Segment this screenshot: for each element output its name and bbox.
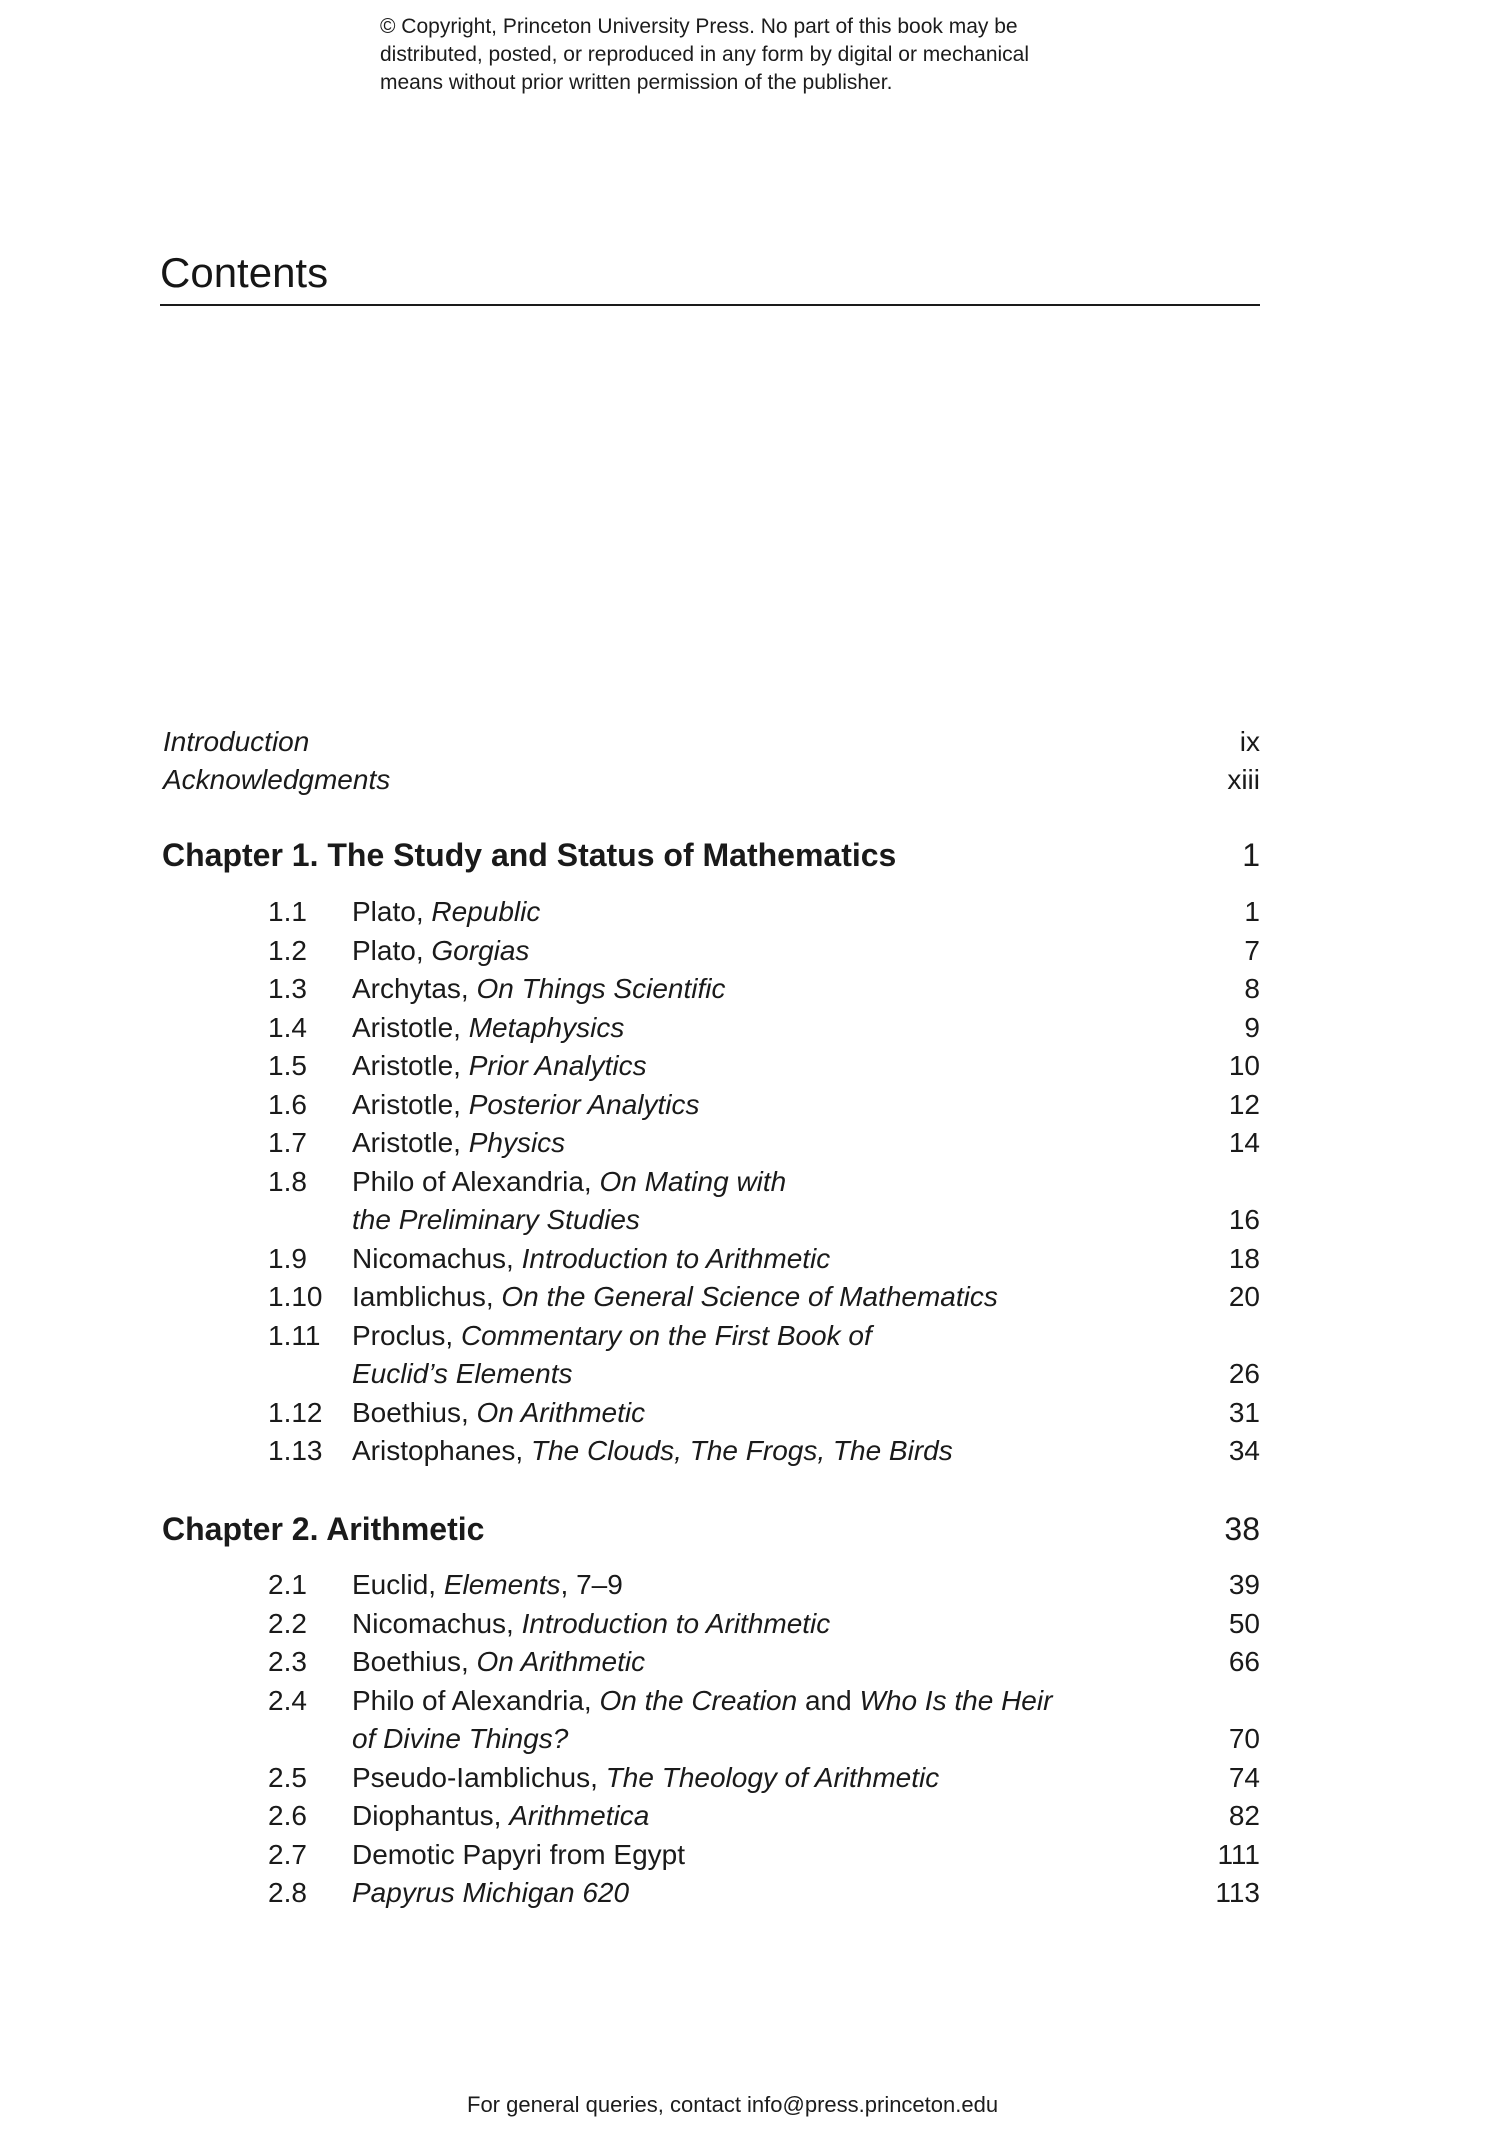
entry-work-continuation: the Preliminary Studies	[352, 1204, 640, 1235]
section-number: 2.8	[268, 1877, 307, 1908]
entry-work: On Arithmetic	[476, 1396, 646, 1428]
entry-author: Philo of Alexandria,	[352, 1165, 600, 1197]
page-number: 70	[1228, 1723, 1260, 1754]
toc-entry[interactable]	[268, 1317, 1260, 1394]
entry-work: On the Creation	[599, 1684, 798, 1716]
section-number: 1.4	[268, 1011, 307, 1043]
entry-author: Aristotle,	[352, 1050, 469, 1081]
chapter-title: Chapter 1. The Study and Status of Mathematics	[162, 837, 897, 873]
toc-entry[interactable]	[268, 1009, 1260, 1048]
page-number: 10	[1228, 1050, 1260, 1081]
section-number: 1.5	[268, 1050, 307, 1081]
page-number: 1	[1244, 896, 1260, 927]
entry-author: Aristotle,	[352, 1011, 469, 1043]
copyright-line-1: © Copyright, Princeton University Press. No part of this book may be	[380, 15, 1018, 38]
section-number: 2.5	[268, 1761, 307, 1793]
section-number: 1.8	[268, 1165, 307, 1197]
toc-entry[interactable]	[268, 1086, 1260, 1125]
entry-title: Introduction	[163, 726, 310, 757]
entry-work: On Things Scientific	[476, 973, 726, 1004]
toc-entry[interactable]	[268, 1797, 1260, 1836]
page-number: 34	[1228, 1435, 1260, 1466]
entry-author: Aristophanes,	[352, 1435, 531, 1466]
toc-entry[interactable]	[268, 1394, 1260, 1433]
page-number: 50	[1228, 1607, 1260, 1639]
entry-work: Arithmetica	[509, 1800, 650, 1831]
entry-work: Republic	[431, 896, 541, 927]
toc-entry[interactable]	[268, 1047, 1260, 1086]
page-number: xiii	[1227, 764, 1260, 795]
entry-work: On the General Science of Mathematics	[501, 1281, 998, 1312]
entry-author: Aristotle,	[352, 1127, 469, 1158]
page-number: 26	[1228, 1358, 1260, 1389]
title-rule-divider	[160, 304, 1260, 306]
section-number: 1.13	[268, 1435, 323, 1466]
toc-entry[interactable]	[268, 1836, 1260, 1875]
entry-author: Demotic Papyri from Egypt	[352, 1838, 685, 1870]
toc-entry[interactable]	[268, 1605, 1260, 1644]
section-number: 2.1	[268, 1569, 307, 1600]
entry-work: On Arithmetic	[476, 1646, 646, 1677]
section-number: 1.12	[268, 1396, 323, 1428]
toc-entry-introduction[interactable]	[163, 723, 1260, 762]
section-number: 1.11	[268, 1319, 321, 1351]
entry-work-continuation: Euclid’s Elements	[352, 1358, 573, 1389]
entry-work: Prior Analytics	[468, 1050, 647, 1081]
toc-entry[interactable]	[268, 1643, 1260, 1682]
entry-work-continuation: of Divine Things?	[352, 1723, 569, 1754]
section-number: 1.7	[268, 1127, 307, 1158]
section-number: 2.7	[268, 1838, 307, 1870]
page-number: 8	[1244, 973, 1260, 1004]
entry-work: Commentary on the First Book of	[460, 1319, 872, 1351]
footer-contact: For general queries, contact info@press.princeton.edu	[467, 2092, 999, 2117]
entry-work: Physics	[468, 1127, 566, 1158]
entry-work-2: Who Is the Heir	[859, 1684, 1053, 1716]
section-number: 1.3	[268, 973, 307, 1004]
entry-suffix: , 7–9	[560, 1569, 623, 1600]
page-number: 113	[1215, 1877, 1260, 1908]
copyright-notice	[380, 13, 1029, 97]
page-number: 7	[1244, 934, 1260, 966]
entry-work: Posterior Analytics	[468, 1088, 700, 1120]
entry-author: Boethius,	[352, 1646, 477, 1677]
toc-entry[interactable]	[268, 1566, 1260, 1605]
page-number: 74	[1228, 1761, 1260, 1793]
entry-author: Iamblichus,	[352, 1281, 502, 1312]
toc-entry[interactable]	[268, 1278, 1260, 1317]
section-number: 2.3	[268, 1646, 307, 1677]
page-number: 12	[1228, 1088, 1260, 1120]
page-number: 39	[1228, 1569, 1260, 1600]
toc-entry[interactable]	[268, 1432, 1260, 1471]
toc-entry[interactable]	[268, 932, 1260, 971]
entry-author: Diophantus,	[352, 1800, 510, 1831]
entry-author: Proclus,	[352, 1319, 461, 1351]
section-number: 2.4	[268, 1684, 307, 1716]
entry-author: Boethius,	[352, 1396, 477, 1428]
page-number: 1	[1242, 837, 1260, 873]
page-number: 18	[1228, 1242, 1260, 1274]
section-number: 2.6	[268, 1800, 307, 1831]
page-number: 16	[1228, 1204, 1260, 1235]
toc-entry[interactable]	[268, 1682, 1260, 1759]
chapter-title: Chapter 2. Arithmetic	[162, 1511, 485, 1547]
toc-entry[interactable]	[268, 970, 1260, 1009]
entry-title: Acknowledgments	[163, 764, 391, 795]
entry-author: Plato,	[352, 896, 432, 927]
entry-work: On Mating with	[599, 1165, 787, 1197]
section-number: 1.9	[268, 1242, 307, 1274]
page-number: 111	[1217, 1838, 1260, 1870]
entry-work: Elements	[443, 1569, 561, 1600]
section-number: 2.2	[268, 1607, 307, 1639]
page-number: 14	[1228, 1127, 1260, 1158]
entry-author: Nicomachus,	[352, 1242, 522, 1274]
entry-author: Philo of Alexandria,	[352, 1684, 600, 1716]
entry-work: The Clouds, The Frogs, The Birds	[531, 1435, 953, 1466]
copyright-line-3: means without prior written permission of the publisher.	[380, 71, 893, 94]
page-number: 20	[1228, 1281, 1260, 1312]
entry-work: Introduction to Arithmetic	[521, 1242, 831, 1274]
entry-author: Aristotle,	[352, 1088, 469, 1120]
section-number: 1.6	[268, 1088, 307, 1120]
entry-author: Plato,	[352, 934, 432, 966]
entry-work: Papyrus Michigan 620	[352, 1877, 630, 1908]
toc-entry[interactable]	[268, 1124, 1260, 1163]
entry-author: Archytas,	[352, 973, 477, 1004]
entry-author: Euclid,	[352, 1569, 444, 1600]
toc-entry[interactable]	[268, 1759, 1260, 1798]
section-number: 1.2	[268, 934, 307, 966]
page-number: 31	[1228, 1396, 1260, 1428]
chapter-heading-1[interactable]	[162, 835, 1260, 875]
page-number: 9	[1244, 1011, 1260, 1043]
toc-entry-acknowledgments[interactable]	[163, 761, 1260, 800]
page-number: 38	[1224, 1511, 1260, 1547]
page-number: 66	[1228, 1646, 1260, 1677]
toc-entry[interactable]	[268, 1163, 1260, 1240]
entry-work: Metaphysics	[468, 1011, 625, 1043]
toc-entry[interactable]	[268, 1240, 1260, 1279]
toc-entry[interactable]	[268, 893, 1260, 932]
page-title: Contents	[160, 249, 329, 296]
entry-work: Gorgias	[431, 934, 530, 966]
entry-author: Nicomachus,	[352, 1607, 522, 1639]
page-number: 82	[1228, 1800, 1260, 1831]
entry-author: Pseudo-Iamblichus,	[352, 1761, 606, 1793]
entry-conjunction: and	[797, 1684, 860, 1716]
toc-entry[interactable]	[268, 1874, 1260, 1913]
section-number: 1.1	[268, 896, 307, 927]
section-number: 1.10	[268, 1281, 323, 1312]
copyright-line-2: distributed, posted, or reproduced in any form by digital or mechanical	[380, 43, 1030, 66]
page-number: ix	[1239, 726, 1260, 757]
entry-work: Introduction to Arithmetic	[521, 1607, 831, 1639]
chapter-heading-2[interactable]	[162, 1509, 1260, 1549]
entry-work: The Theology of Arithmetic	[605, 1761, 940, 1793]
